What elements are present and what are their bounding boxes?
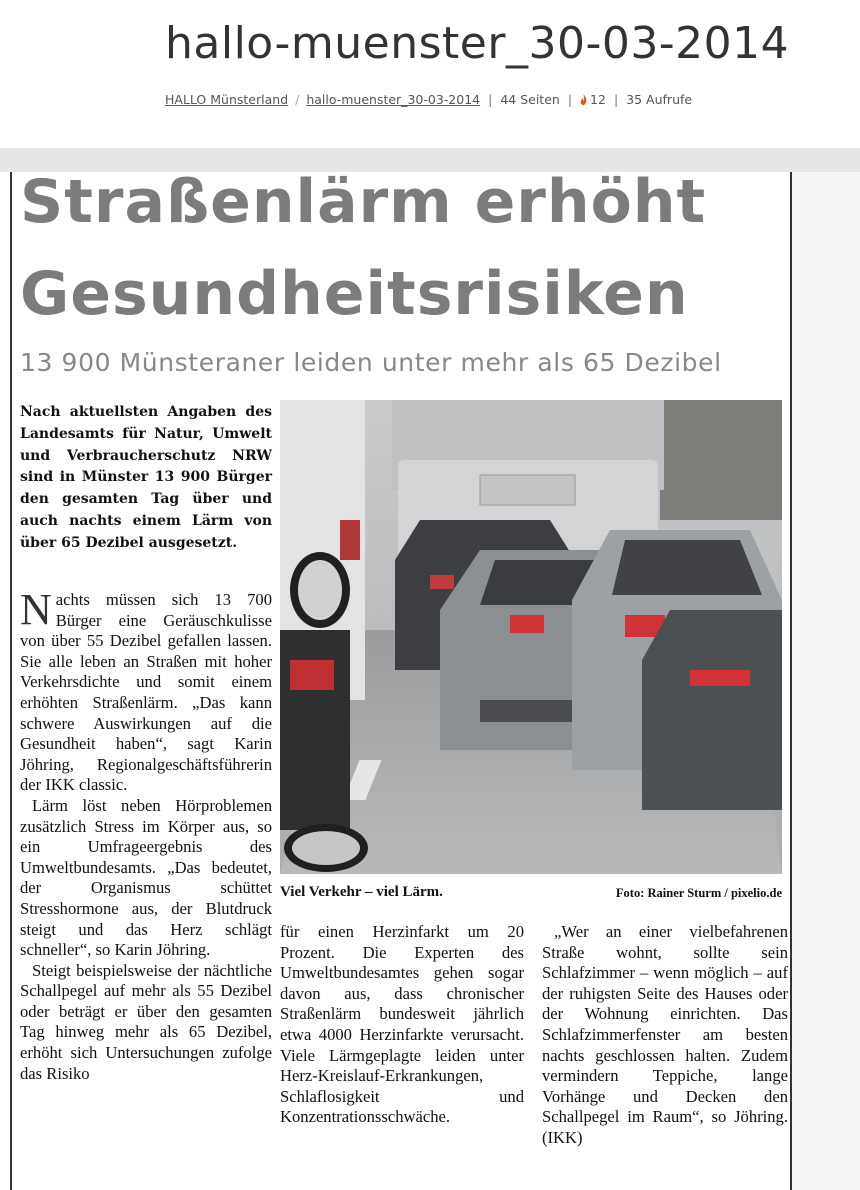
article-photo	[280, 400, 782, 874]
breadcrumb-home-link[interactable]: HALLO Münsterland	[165, 92, 289, 107]
caption-text: Viel Verkehr – viel Lärm.	[280, 884, 443, 900]
document-meta	[165, 92, 692, 107]
article-paragraph	[20, 585, 272, 796]
viewer-top-band	[0, 148, 860, 172]
article-headline	[20, 172, 790, 329]
photo-caption	[280, 884, 782, 901]
meta-divider: |	[613, 92, 619, 107]
breadcrumb-current-link[interactable]: hallo-muenster_30-03-2014	[306, 92, 481, 107]
traffic-photo-illustration	[280, 400, 782, 874]
article-paragraph: für einen Herzinfarkt um 20 Prozent. Die Experten des Umweltbundesamtes gehen sogar davon aus, dass chronischer Straßenlärm bundesweit jährlich etwa 4000 Herzinfarkte verursacht. Viele Lärmgeplagte leiden unter Herz-Kreislauf-Erkrankungen, Schlaflosigkeit und Konzentrationsschwäche.	[280, 922, 524, 1127]
article-paragraph: Lärm löst neben Hörproblemen zusätzlich Stress im Körper aus, so ein Umfrageergebnis des Umweltbundesamts. „Das bedeutet, der Organismus schüttet Stresshormone aus, der Blutdruck steigt und das Herz schlägt schneller“, so Karin Jöhring.	[20, 795, 272, 960]
viewer-side-strip	[792, 172, 860, 1190]
paragraph-text: achts müssen sich 13 700 Bürger eine Geräuschkulisse von über 55 Dezibel gefallen lassen. Sie alle leben an Straßen mit hoher Verkehrsdichte und somit einem erhöhten Straßenlärm. „Das kann schwere Auswirkungen auf die Gesundheit haben“, sagt Karin Jöhring, Regionalgeschäftsführerin der IKK classic.	[20, 590, 272, 795]
breadcrumb-separator: /	[295, 92, 300, 107]
newspaper-page	[10, 172, 792, 1190]
article-column-3	[542, 922, 788, 1149]
document-title: hallo-muenster_30-03-2014	[165, 18, 790, 69]
dropcap: N	[20, 585, 52, 634]
article-subhead: 13 900 Münsteraner leiden unter mehr als 65 Dezibel	[20, 348, 722, 377]
likes-count: 12	[590, 92, 606, 107]
headline-line-1: Straßenlärm erhöht	[20, 172, 707, 237]
likes-counter[interactable]	[580, 92, 606, 107]
article-paragraph: Steigt beispielsweise der nächtliche Schallpegel auf mehr als 55 Dezibel oder beträgt er über den gesamten Tag hinweg mehr als 65 Dezibel, erhöht sich Untersuchungen zufolge das Risiko	[20, 960, 272, 1083]
headline-line-2: Gesundheitsrisiken	[20, 259, 689, 329]
photo-credit: Foto: Rainer Sturm / pixelio.de	[615, 886, 782, 900]
meta-divider: |	[488, 92, 493, 107]
article-column-2	[280, 922, 524, 1128]
flame-icon	[580, 94, 587, 105]
article-intro: Nach aktuellsten Angaben des Landesamts für Natur, Umwelt und Verbraucherschutz NRW sind in Münster 13 900 Bürger den gesamten Tag über und auch nachts einem Lärm von über 65 Dezibel ausgesetzt.	[20, 404, 272, 551]
article-paragraph: „Wer an einer vielbefahrenen Straße wohnt, sollte sein Schlafzimmer – wenn möglich – auf der ruhigsten Seite des Hauses oder der Wohnung einrichten. Das Schlafzimmerfenster am besten nachts geschlossen halten. Zudem vermindern Teppiche, lange Vorhänge und Decken den Schallpegel im Raum“, so Jöhring.(IKK)	[542, 922, 788, 1147]
article-column-1	[20, 585, 272, 1084]
meta-divider: |	[567, 92, 573, 107]
view-count: 35 Aufrufe	[626, 92, 693, 107]
page-count: 44 Seiten	[500, 92, 560, 107]
